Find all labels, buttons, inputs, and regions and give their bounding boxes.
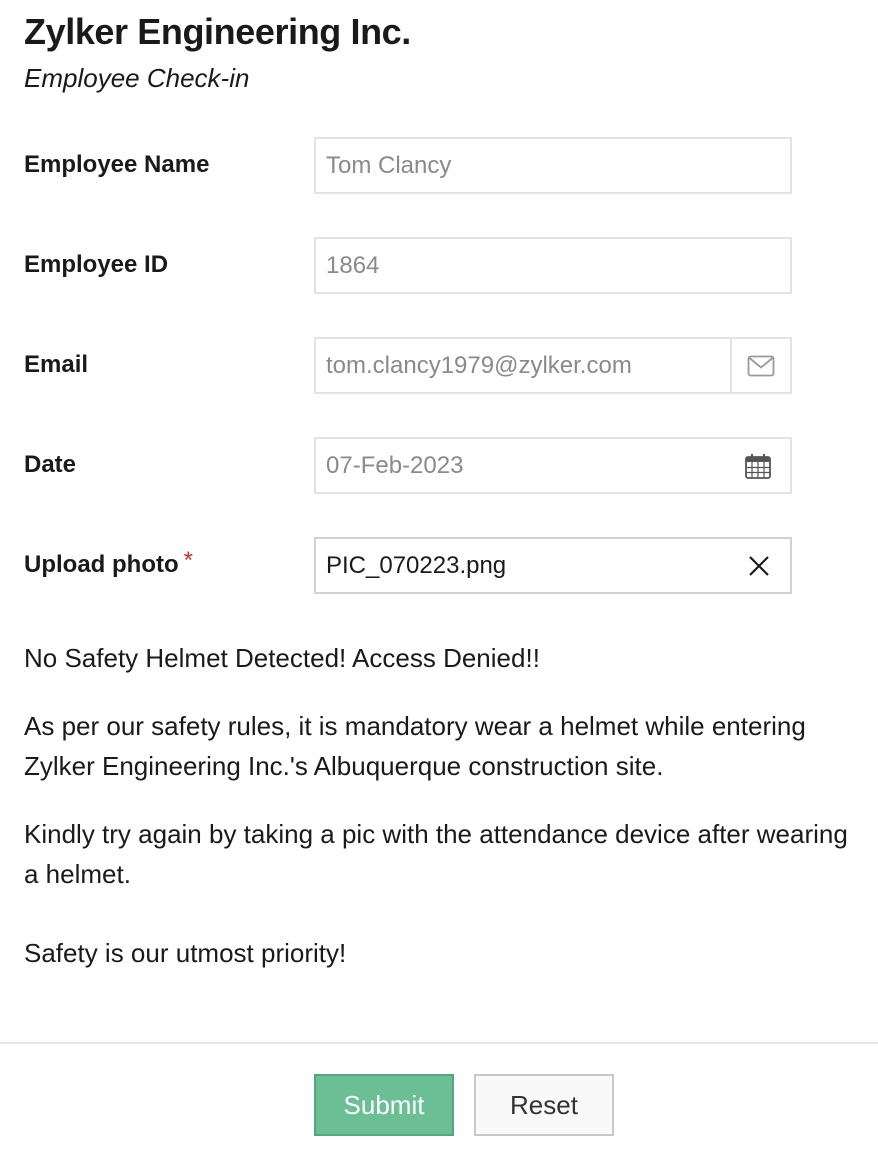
upload-photo-filename: PIC_070223.png	[326, 552, 507, 579]
calendar-icon[interactable]	[744, 439, 772, 492]
employee-name-field[interactable]	[314, 137, 792, 194]
date-label: Date	[24, 451, 77, 478]
employee-id-value: 1864	[326, 252, 380, 279]
footer-divider	[0, 1042, 878, 1044]
employee-name-value: Tom Clancy	[326, 152, 452, 179]
retry-instruction-message: Kindly try again by taking a pic with the attendance device after wearing a helmet.	[24, 819, 848, 889]
close-icon[interactable]	[748, 539, 770, 592]
submit-button[interactable]: Submit	[314, 1074, 454, 1136]
email-label: Email	[24, 351, 89, 378]
required-marker: *	[183, 547, 193, 574]
form-title: Zylker Engineering Inc.	[24, 11, 411, 52]
safety-priority-message: Safety is our utmost priority!	[24, 938, 347, 968]
form-subtitle: Employee Check-in	[24, 63, 250, 93]
reset-button[interactable]: Reset	[474, 1074, 614, 1136]
access-denied-message: No Safety Helmet Detected! Access Denied!!	[24, 643, 540, 673]
date-field[interactable]	[314, 437, 792, 494]
employee-name-label: Employee Name	[24, 151, 210, 178]
upload-photo-label-text: Upload photo	[24, 551, 179, 578]
date-value: 07-Feb-2023	[326, 452, 464, 479]
email-field[interactable]	[314, 337, 792, 394]
upload-photo-field[interactable]	[314, 537, 792, 594]
envelope-icon	[730, 339, 790, 392]
safety-rule-message: As per our safety rules, it is mandatory wear a helmet while entering Zylker Engineering Inc.'s Albuquerque construction site.	[24, 711, 806, 781]
employee-id-label: Employee ID	[24, 251, 169, 278]
upload-photo-label	[24, 547, 193, 580]
email-value: tom.clancy1979@zylker.com	[326, 352, 632, 379]
employee-id-field[interactable]	[314, 237, 792, 294]
